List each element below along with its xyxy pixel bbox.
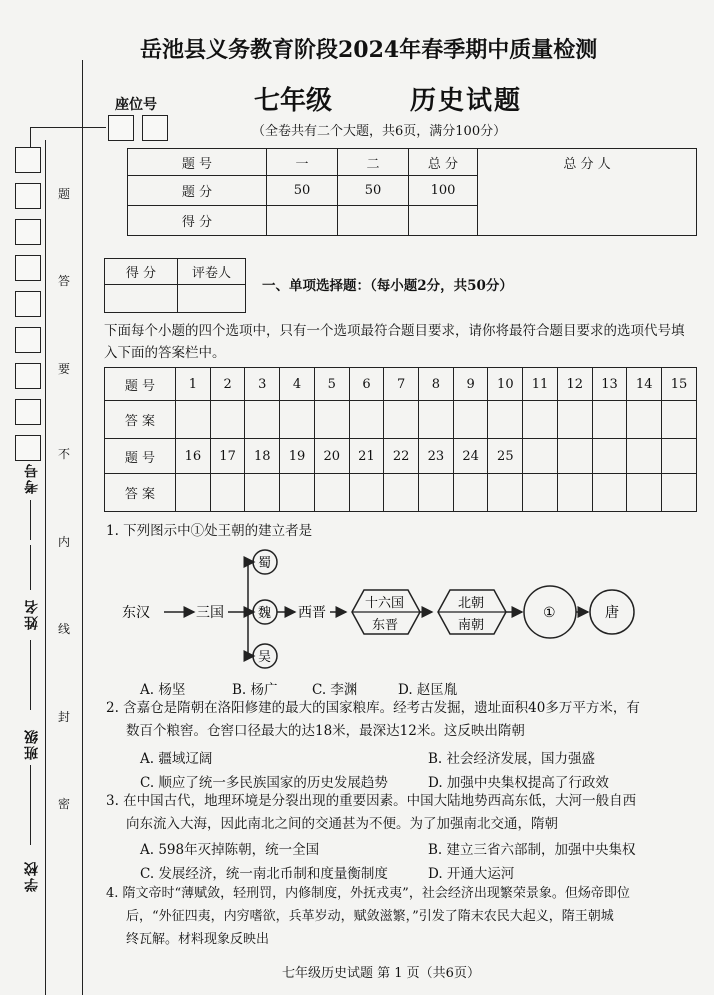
answer-num: 18: [245, 439, 280, 474]
answer-input[interactable]: [349, 474, 384, 512]
q2-option-d: D. 加强中央集权提高了行政效: [428, 775, 609, 791]
answer-num: 11: [523, 368, 558, 401]
answer-table: [104, 367, 697, 512]
score-cell: 一: [267, 149, 338, 176]
exam-no-box[interactable]: [15, 327, 41, 353]
seal-char: 内: [58, 535, 71, 549]
score-input[interactable]: [338, 206, 409, 236]
answer-input[interactable]: [210, 401, 245, 439]
binding-line-left: [45, 140, 46, 995]
exam-no-box[interactable]: [15, 147, 41, 173]
answer-num: [627, 439, 662, 474]
seal-char: 答: [58, 274, 71, 288]
grader-box: [104, 258, 246, 313]
q3-option-b: B. 建立三省六部制，加强中央集权: [428, 842, 636, 858]
answer-input[interactable]: [349, 401, 384, 439]
q3-option-a: A. 598年灭掉陈朝，统一全国: [140, 842, 320, 858]
school-label: 学校: [24, 860, 40, 892]
answer-input[interactable]: [523, 401, 558, 439]
section1-detail: （每小题2分，共50分）: [370, 278, 513, 294]
question-2-stem: 2. 含嘉仓是隋朝在洛阳修建的最大的国家粮库。经考古发掘，遗址面积40多万平方米，有: [106, 700, 640, 716]
grader-score-input[interactable]: [105, 285, 178, 313]
score-cell: 题 号: [128, 149, 267, 176]
exam-no-box[interactable]: [15, 399, 41, 425]
q2-option-c: C. 顺应了统一多民族国家的历史发展趋势: [140, 775, 388, 791]
label-circle1: ①: [543, 605, 556, 621]
answer-label: 答 案: [105, 401, 176, 439]
score-cell: 题 分: [128, 176, 267, 206]
answer-num: 2: [210, 368, 245, 401]
answer-input[interactable]: [592, 401, 627, 439]
answer-num: 24: [453, 439, 488, 474]
answer-num: [592, 439, 627, 474]
answer-num: 13: [592, 368, 627, 401]
grader-total-cell[interactable]: [478, 176, 697, 236]
answer-num: 20: [314, 439, 349, 474]
score-cell: 总 分: [409, 149, 478, 176]
answer-num: 3: [245, 368, 280, 401]
score-cell: 100: [409, 176, 478, 206]
section1-instructions: 下面每个小题的四个选项中，只有一个选项最符合题目要求，请你将最符合题目要求的选项代号填入下面的答案栏中。: [104, 323, 685, 361]
answer-input[interactable]: [176, 474, 211, 512]
answer-num: 9: [453, 368, 488, 401]
answer-input[interactable]: [384, 474, 419, 512]
exam-no-label: 考号: [24, 462, 40, 494]
answer-label: 题 号: [105, 368, 176, 401]
answer-input[interactable]: [592, 474, 627, 512]
answer-input[interactable]: [488, 474, 523, 512]
score-cell: 50: [338, 176, 409, 206]
label-tang: 唐: [605, 605, 619, 621]
paper-note: （全卷共有二个大题，共6页，满分100分）: [252, 124, 507, 139]
score-cell: 总 分 人: [478, 149, 697, 176]
exam-no-box[interactable]: [15, 291, 41, 317]
q1-option-c: C. 李渊: [312, 682, 358, 698]
answer-input[interactable]: [245, 474, 280, 512]
subject-title: 历史试题: [410, 86, 523, 116]
page-footer: 七年级历史试题 第 1 页（共6页）: [282, 966, 480, 981]
answer-num: 12: [557, 368, 592, 401]
exam-no-box[interactable]: [15, 219, 41, 245]
answer-num: 19: [280, 439, 315, 474]
exam-no-box[interactable]: [15, 363, 41, 389]
answer-label: 答 案: [105, 474, 176, 512]
answer-input[interactable]: [627, 401, 662, 439]
grader-score-label: 得 分: [105, 259, 178, 285]
answer-input[interactable]: [280, 401, 315, 439]
question-3-stem: 3. 在中国古代，地理环境是分裂出现的重要因素。中国大陆地势西高东低，大河一般自西: [106, 793, 637, 809]
label-wei: 魏: [258, 606, 272, 621]
class-underline: [30, 765, 31, 845]
answer-input[interactable]: [488, 401, 523, 439]
q2-option-b: B. 社会经济发展，国力强盛: [428, 751, 596, 767]
section1-title: [262, 274, 513, 294]
question-1-stem: 1. 下列图示中①处王朝的建立者是: [106, 523, 313, 539]
answer-label: 题 号: [105, 439, 176, 474]
question-4-stem-cont: 后，“外征四夷，内穷嗜欲，兵革岁动，赋敛滋繁，”引发了隋末农民大起义，隋王朝城: [126, 909, 614, 924]
seat-label: 座位号: [115, 97, 157, 113]
seal-char: 密: [58, 797, 71, 811]
score-cell: 二: [338, 149, 409, 176]
answer-input[interactable]: [314, 401, 349, 439]
binding-line-right: [82, 60, 83, 995]
name-label: 姓名: [24, 598, 40, 630]
answer-input[interactable]: [280, 474, 315, 512]
section1-title-text: 一、单项选择题：: [262, 278, 370, 294]
answer-input[interactable]: [384, 401, 419, 439]
seat-connector-v: [30, 127, 31, 147]
name-underline-top: [30, 545, 31, 590]
answer-num: 14: [627, 368, 662, 401]
q3-option-c: C. 发展经济，统一南北币制和度量衡制度: [140, 866, 388, 882]
answer-num: 23: [419, 439, 454, 474]
answer-num: 4: [280, 368, 315, 401]
answer-input[interactable]: [523, 474, 558, 512]
answer-input[interactable]: [419, 474, 454, 512]
seal-char: 题: [58, 187, 71, 201]
answer-num: 7: [384, 368, 419, 401]
answer-num: 10: [488, 368, 523, 401]
grader-name-label: 评卷人: [178, 259, 246, 285]
q3-option-d: D. 开通大运河: [428, 866, 515, 882]
q2-option-a: A. 疆域辽阔: [140, 751, 213, 767]
answer-num: 15: [662, 368, 697, 401]
label-wu: 吴: [258, 650, 272, 665]
label-dongjin: 东晋: [372, 618, 399, 633]
grade-title: 七年级: [254, 86, 333, 116]
class-label: 班级: [24, 728, 40, 760]
answer-num: 16: [176, 439, 211, 474]
label-sanguo: 三国: [196, 605, 224, 621]
answer-num: [662, 439, 697, 474]
answer-input[interactable]: [557, 474, 592, 512]
exam-no-box[interactable]: [15, 255, 41, 281]
answer-input[interactable]: [662, 401, 697, 439]
grader-name-input[interactable]: [178, 285, 246, 313]
answer-input[interactable]: [314, 474, 349, 512]
score-table: [127, 148, 697, 236]
answer-input[interactable]: [210, 474, 245, 512]
exam-no-underline: [30, 500, 31, 540]
answer-num: 5: [314, 368, 349, 401]
score-cell: 得 分: [128, 206, 267, 236]
label-donghan: 东汉: [122, 605, 150, 621]
label-xijin: 西晋: [298, 605, 326, 621]
label-beichao: 北朝: [458, 596, 485, 611]
answer-num: 8: [419, 368, 454, 401]
answer-num: 22: [384, 439, 419, 474]
q1-option-d: D. 赵匡胤: [398, 682, 458, 698]
answer-num: [523, 439, 558, 474]
q1-option-b: B. 杨广: [232, 682, 278, 698]
answer-num: 1: [176, 368, 211, 401]
answer-num: 6: [349, 368, 384, 401]
seal-char: 要: [58, 362, 71, 376]
seal-char: 封: [58, 710, 71, 724]
score-input[interactable]: [267, 206, 338, 236]
label-nanchao: 南朝: [458, 618, 485, 633]
score-cell: 50: [267, 176, 338, 206]
label-shu: 蜀: [258, 556, 272, 571]
answer-num: [557, 439, 592, 474]
answer-input[interactable]: [176, 401, 211, 439]
seat-connector-h: [30, 127, 106, 128]
exam-no-box[interactable]: [15, 183, 41, 209]
page-title: 岳池县义务教育阶段2024年春季期中质量检测: [140, 37, 598, 63]
answer-input[interactable]: [557, 401, 592, 439]
exam-no-box[interactable]: [15, 435, 41, 461]
answer-num: 17: [210, 439, 245, 474]
question-3-stem-cont: 向东流入大海，因此南北之间的交通甚为不便。为了加强南北交通，隋朝: [126, 816, 558, 832]
answer-num: 25: [488, 439, 523, 474]
question-4-stem: 4. 隋文帝时“薄赋敛，轻刑罚，内修制度，外抚戎夷”，社会经济出现繁荣景象。但炀帝即位: [106, 886, 630, 901]
seat-box-1[interactable]: [108, 115, 134, 141]
score-input[interactable]: [409, 206, 478, 236]
dynasty-diagram: [120, 548, 640, 672]
answer-input[interactable]: [419, 401, 454, 439]
answer-input[interactable]: [662, 474, 697, 512]
answer-input[interactable]: [627, 474, 662, 512]
answer-input[interactable]: [453, 401, 488, 439]
q1-option-a: A. 杨坚: [140, 682, 186, 698]
question-4-stem-end: 终瓦解。材料现象反映出: [126, 932, 270, 947]
seat-box-2[interactable]: [142, 115, 168, 141]
question-2-stem-cont: 数百个粮窖。仓窖口径最大的达18米，最深达12米。这反映出隋朝: [126, 723, 525, 739]
name-underline: [30, 640, 31, 710]
seal-char: 线: [58, 622, 71, 636]
answer-input[interactable]: [453, 474, 488, 512]
seal-char: 不: [58, 447, 71, 461]
label-shiliuguo: 十六国: [365, 596, 405, 611]
answer-num: 21: [349, 439, 384, 474]
answer-input[interactable]: [245, 401, 280, 439]
